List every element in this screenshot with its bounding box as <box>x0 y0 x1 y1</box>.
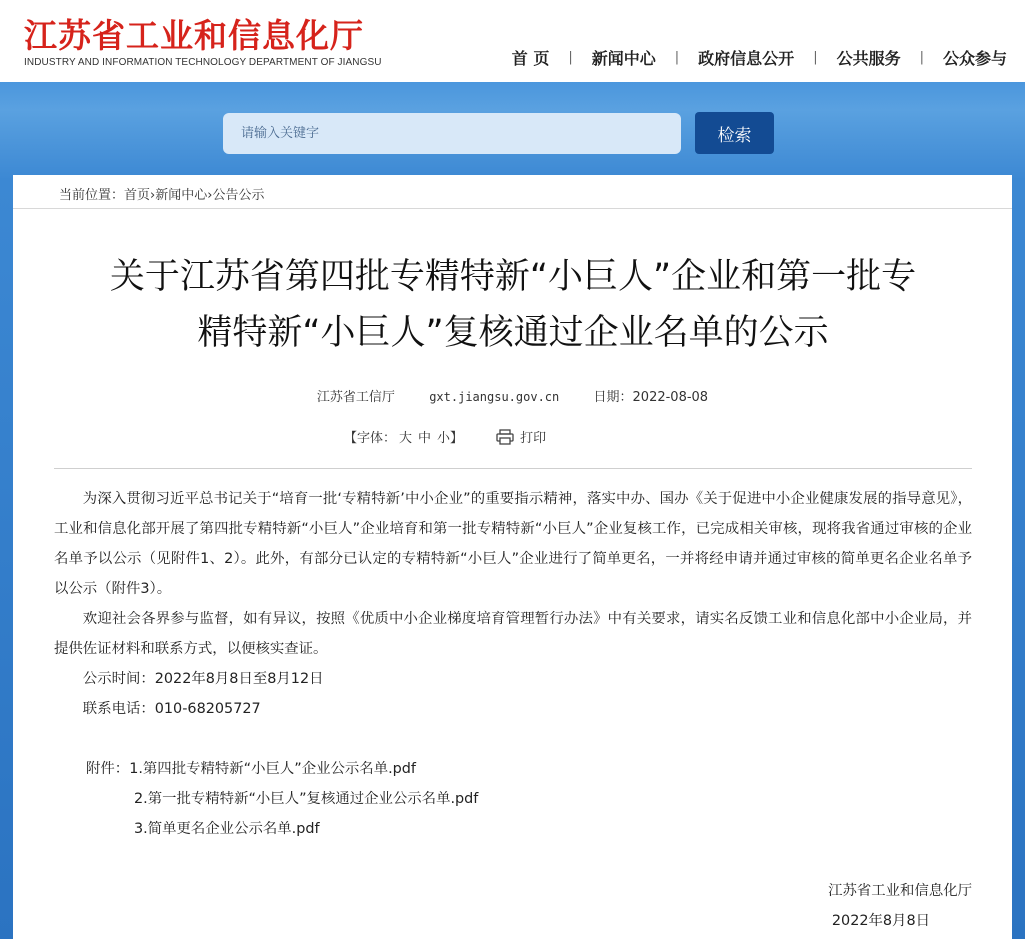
nav-news-center[interactable]: 新闻中心 <box>591 48 656 68</box>
attachments <box>54 754 972 844</box>
search-button[interactable]: 检索 <box>695 112 774 154</box>
article-body <box>54 484 972 844</box>
signature-date: 2022年8月8日 <box>831 913 930 929</box>
site-logo[interactable]: 江苏省工业和信息化厅 <box>24 16 364 55</box>
breadcrumb-separator: › <box>207 188 213 203</box>
meta-divider <box>54 468 972 469</box>
breadcrumb-news-center[interactable]: 新闻中心 <box>155 188 208 203</box>
font-size-small[interactable]: 小】 <box>437 431 464 446</box>
article-source: 江苏省工信厅 <box>316 390 395 405</box>
article-meta <box>13 386 1012 405</box>
signature-org: 江苏省工业和信息化厅 <box>828 883 972 899</box>
site-logo-english: INDUSTRY AND INFORMATION TECHNOLOGY DEPARTMENT OF JIANGSU <box>24 57 382 68</box>
main-nav <box>510 45 1009 69</box>
article-title-line1: 关于江苏省第四批专精特新“小巨人”企业和第一批专 <box>109 257 917 297</box>
nav-public-service[interactable]: 公共服务 <box>836 48 901 68</box>
nav-separator: | <box>568 49 573 65</box>
notice-period: 公示时间：2022年8月8日至8月12日 <box>82 671 324 687</box>
nav-separator: | <box>919 49 924 65</box>
article-panel <box>13 175 1012 939</box>
breadcrumb-divider <box>13 208 1012 209</box>
attachment-row <box>54 814 972 844</box>
paragraph: 为深入贯彻习近平总书记关于“培育一批‘专精特新’中小企业”的重要指示精神，落实中办、国办《关于促进中小企业健康发展的指导意见》，工业和信息化部开展了第四批专精特新“小巨人”企业培育和第一批专精特新“小巨人”企业复核工作，已完成相关审核，现将我省通过审核的企业名单予以公示（见附件1、2）。此外，有部分已认定的专精特新“小巨人”企业进行了简单更名，一并将经申请并通过审核的简单更名企业名单予以公示（附件3）。 <box>54 491 972 597</box>
nav-home[interactable]: 首 页 <box>511 48 550 68</box>
site-header <box>0 0 1025 82</box>
article-title-line2: 精特新“小巨人”复核通过企业名单的公示 <box>197 313 829 353</box>
attachment-link[interactable]: 3.简单更名企业公示名单.pdf <box>134 821 320 837</box>
font-size-medium[interactable]: 中 <box>418 431 432 446</box>
print-label: 打印 <box>520 431 547 446</box>
font-size-label: 【字体： <box>344 431 397 446</box>
search-input[interactable] <box>223 113 681 154</box>
attachment-row <box>54 754 972 784</box>
article-date: 日期：2022-08-08 <box>593 390 709 405</box>
paragraph: 欢迎社会各界参与监督，如有异议，按照《优质中小企业梯度培育管理暂行办法》中有关要求，请实名反馈工业和信息化部中小企业局，并提供佐证材料和联系方式，以便核实查证。 <box>54 611 972 657</box>
nav-separator: | <box>813 49 818 65</box>
nav-gov-info[interactable]: 政府信息公开 <box>698 48 795 68</box>
article-site: gxt.jiangsu.gov.cn <box>429 390 560 404</box>
nav-public-participation[interactable]: 公众参与 <box>942 48 1007 68</box>
print-button[interactable] <box>496 427 546 446</box>
nav-separator: | <box>674 49 680 65</box>
printer-icon <box>496 429 514 445</box>
breadcrumb-separator: › <box>150 188 156 203</box>
breadcrumb-prefix: 当前位置： <box>59 188 125 203</box>
contact-phone: 联系电话：010-68205727 <box>82 701 261 717</box>
font-size-large[interactable]: 大 <box>399 431 413 446</box>
article-tools <box>344 427 546 446</box>
attachments-label: 附件： <box>86 761 130 777</box>
article-title <box>43 249 983 361</box>
attachment-link[interactable]: 2.第一批专精特新“小巨人”复核通过企业公示名单.pdf <box>134 791 479 807</box>
attachment-link[interactable]: 1.第四批专精特新“小巨人”企业公示名单.pdf <box>129 761 416 777</box>
attachment-row <box>54 784 972 814</box>
breadcrumb-home[interactable]: 首页 <box>124 188 151 203</box>
signature-block <box>828 876 972 936</box>
breadcrumb-notice[interactable]: 公告公示 <box>212 188 265 203</box>
breadcrumb <box>59 184 264 203</box>
